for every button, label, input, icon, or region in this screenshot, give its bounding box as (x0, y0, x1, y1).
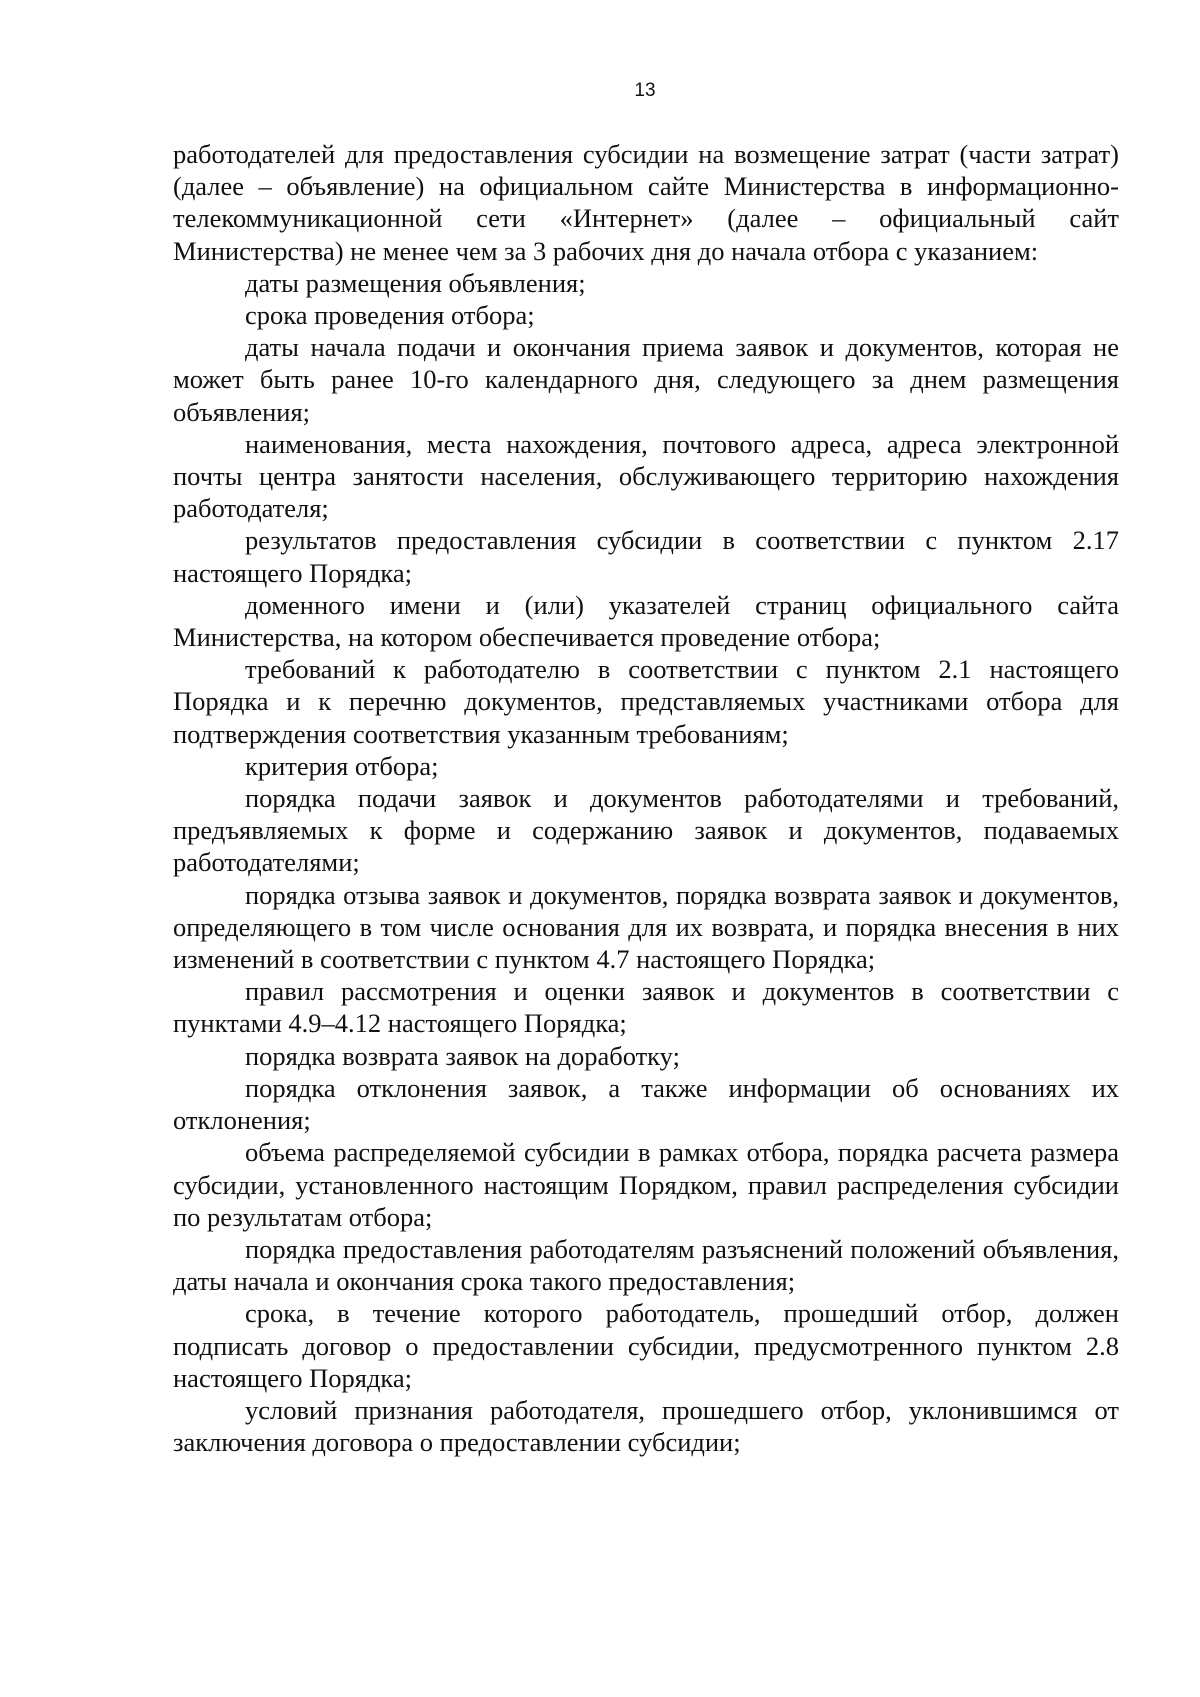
paragraph: порядка отзыва заявок и документов, порядка возврата заявок и документов, определяющего в том числе основания для их возврата, и порядка внесения в них изменений в соответствии с пунктом 4.7 настоящего Порядка; (173, 879, 1119, 975)
paragraph: порядка подачи заявок и документов работодателями и требований, предъявляемых к форме и содержанию заявок и документов, подаваемых работодателями; (173, 783, 1119, 878)
paragraph: наименования, места нахождения, почтового адреса, адреса электронной почты центра занятости населения, обслуживающего территорию нахождения работодателя; (173, 428, 1119, 524)
paragraph: объема распределяемой субсидии в рамках отбора, порядка расчета размера субсидии, установленного настоящим Порядком, правил распределения субсидии по результатам отбора; (173, 1137, 1119, 1232)
page-number: 13 (634, 80, 656, 101)
paragraph: критерия отбора; (245, 750, 439, 781)
document-body (173, 138, 1119, 1458)
paragraph: доменного имени и (или) указателей страниц официального сайта Министерства, на котором обеспечивается проведение отбора; (173, 589, 1119, 653)
paragraph: порядка возврата заявок на доработку; (245, 1040, 680, 1071)
paragraph: срока проведения отбора; (245, 300, 535, 331)
paragraph: условий признания работодателя, прошедшего отбор, уклонившимся от заключения договора о предоставлении субсидии; (173, 1394, 1119, 1458)
paragraph: порядка отклонения заявок, а также информации об основаниях их отклонения; (173, 1072, 1119, 1136)
paragraph: требований к работодателю в соответствии с пунктом 2.1 настоящего Порядка и к перечню документов, представляемых участниками отбора для подтверждения соответствия указанным требованиям; (173, 654, 1119, 749)
paragraph: срока, в течение которого работодатель, прошедший отбор, должен подписать договор о предоставлении субсидии, предусмотренного пунктом 2.8 настоящего Порядка; (173, 1298, 1119, 1393)
paragraph: правил рассмотрения и оценки заявок и документов в соответствии с пунктами 4.9–4.12 настоящего Порядка; (173, 976, 1119, 1039)
paragraph: результатов предоставления субсидии в соответствии с пунктом 2.17 настоящего Порядка; (173, 525, 1119, 588)
paragraph: даты размещения объявления; (245, 267, 586, 298)
paragraph: даты начала подачи и окончания приема заявок и документов, которая не может быть ранее 10-го календарного дня, следующего за днем размещения объявления; (173, 332, 1119, 427)
paragraph: работодателей для предоставления субсидии на возмещение затрат (части затрат) (далее – объявление) на официальном сайте Министерства в информационно-телекоммуникационной сети «Интернет» (далее – официальный сайт Министерства) не менее чем за 3 рабочих дня до начала отбора с указанием: (173, 139, 1119, 266)
paragraph: порядка предоставления работодателям разъяснений положений объявления, даты начала и окончания срока такого предоставления; (173, 1233, 1119, 1297)
